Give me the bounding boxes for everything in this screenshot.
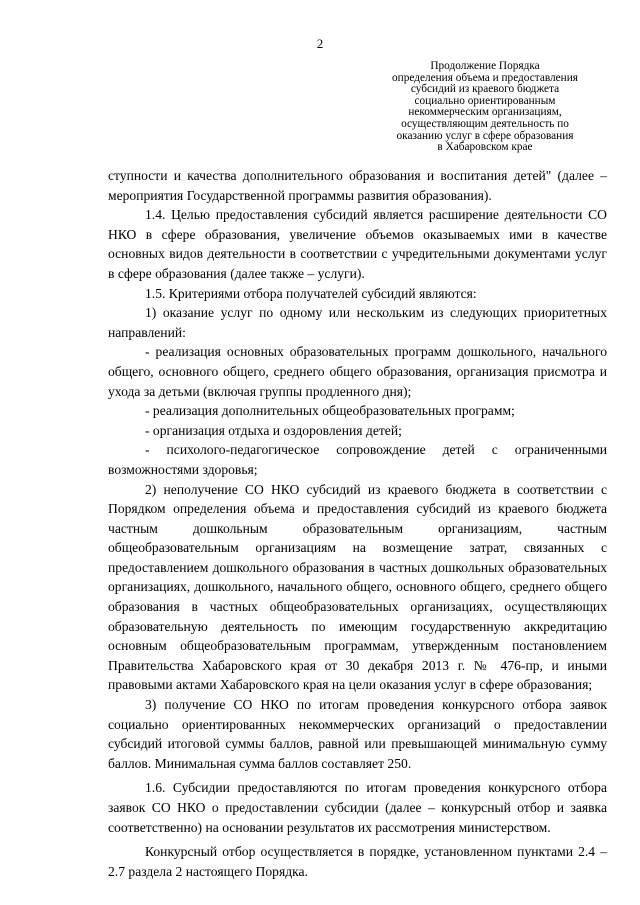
page-number: 2 bbox=[316, 36, 324, 51]
header-line: осуществляющим деятельность по bbox=[401, 117, 569, 130]
paragraph-1-5: 1.5. Критериями отбора получателей субсидий являются: bbox=[145, 285, 477, 301]
header-line: определения объема и предоставления bbox=[392, 71, 578, 84]
header-line: в Хабаровском крае bbox=[437, 141, 533, 154]
criterion-3: 3) получение СО НКО по итогам проведения конкурсного отбора заявок социально ориентированных некоммерческих организаций о предоставлении субсидий итоговой суммы баллов, равной или превышающей минимальную сумму баллов. Минимальная сумма баллов составляет 250. bbox=[108, 697, 607, 771]
criterion-2: 2) неполучение СО НКО субсидий из краевого бюджета в соответствии с Порядком определения объема и предоставления субсидий из краевого бюджета частным дошкольным образовательным организациям, частным общеобразовательным организациям на возмещение затрат, связанных с предоставлением дошкольного образования в частных дошкольных образовательных организациях, дошкольного, начального общего, основного общего, среднего общего образования в частных общеобразовательных организациях, осуществляющих образовательную деятельность по имеющим государственную аккредитацию основным общеобразовательным программам, утвержденным постановлением Правительства Хабаровского края от 30 декабря 2013 г. № 476-пр, и иными правовыми актами Хабаровского края на цели оказания услуг в сфере образования; bbox=[108, 481, 607, 693]
list-item: - реализация основных образовательных программ дошкольного, начального общего, основного общего, среднего общего образования, организация присмотра и ухода за детьми (включая группы продленного дня); bbox=[108, 344, 607, 399]
paragraph-1-4: 1.4. Целью предоставления субсидий является расширение деятельности СО НКО в сфере образования, увеличение объемов оказываемых ими в качестве основных видов деятельности в соответствии с учредительными документами услуг в сфере образования (далее также – услуги). bbox=[108, 207, 607, 281]
continuation-header bbox=[380, 61, 590, 154]
header-line: некоммерческим организациям, bbox=[408, 106, 562, 119]
list-item: - психолого-педагогическое сопровождение детей с ограниченными возможностями здоровья; bbox=[108, 442, 607, 477]
header-line: социально ориентированным bbox=[414, 94, 556, 107]
document-body bbox=[108, 166, 607, 881]
paragraph-selection-procedure: Конкурсный отбор осуществляется в порядке, установленном пунктами 2.4 – 2.7 раздела 2 настоящего Порядка. bbox=[108, 844, 607, 879]
criterion-1: 1) оказание услуг по одному или нескольким из следующих приоритетных направлений: bbox=[108, 305, 607, 340]
paragraph-continuation: ступности и качества дополнительного образования и воспитания детей" (далее – мероприятия Государственной программы развития образования). bbox=[108, 168, 607, 203]
header-line: субсидий из краевого бюджета bbox=[410, 83, 560, 96]
list-item: - реализация дополнительных общеобразовательных программ; bbox=[145, 403, 515, 419]
list-item: - организация отдыха и оздоровления детей; bbox=[145, 422, 402, 438]
header-line: оказанию услуг в сфере образования bbox=[396, 129, 574, 142]
paragraph-1-6: 1.6. Субсидии предоставляются по итогам проведения конкурсного отбора заявок СО НКО о предоставлении субсидии (далее – конкурсный отбор и заявка соответственно) на основании результатов их рассмотрения министерством. bbox=[108, 780, 607, 835]
header-line: Продолжение Порядка bbox=[430, 60, 540, 72]
